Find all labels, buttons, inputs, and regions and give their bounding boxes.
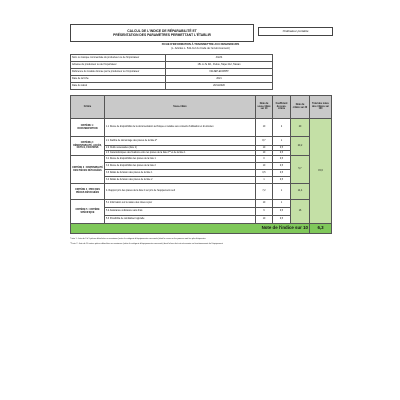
subcriterion-label: 3.2 Durée de disponibilité des pièces de la liste 2 [105, 163, 256, 170]
criterion-score: 16 [291, 200, 310, 224]
info-row [71, 62, 273, 69]
footer-row [71, 224, 332, 234]
header [70, 24, 331, 40]
info-label: Nom ou marque commerciale du producteur ou de l'importateur [71, 55, 166, 62]
subcriterion-note: 6 [256, 208, 273, 216]
table-row [71, 137, 332, 146]
criterion-score: 20 [291, 119, 310, 137]
subcriterion-label: 5.1 Information sur la nature des mises à jour [105, 200, 256, 208]
header-note-sous-critere: Note du sous-critère sur 10 [256, 96, 273, 119]
subcriterion-note: 10 [256, 200, 273, 208]
criterion-score: 20,2 [291, 137, 310, 156]
subcriterion-coef: 0,5 [273, 151, 291, 156]
subcriterion-note: 0,5 [256, 170, 273, 177]
criterion-score: 5,7 [291, 156, 310, 184]
info-label: Référence du modèle donnée par le producteur ou l'importateur [71, 69, 166, 76]
subcriterion-note: 8,7 [256, 137, 273, 146]
info-table [70, 54, 273, 90]
fiche-heading [70, 43, 331, 51]
subcriterion-label: 2.2 Outils nécessaires (liste 2) [105, 146, 256, 151]
subcriterion-note: 7,2 [256, 184, 273, 200]
page-title [70, 24, 254, 42]
subcriterion-note: 10 [256, 119, 273, 137]
subcriterion-coef: 0,5 [273, 156, 291, 163]
subcriterion-label: 3.3 Délais de livraison des pièces de la liste 1 [105, 170, 256, 177]
footnote-1: *Liste 1 : liste de 3 à 5 pièces détachées au maximum (entre la catégorie d'équipements concernée) dont la casse ou les pannes sont les plus fréquentes [70, 238, 206, 240]
header-total: Total des notes des critères sur 100 [310, 96, 332, 119]
subcriterion-label: 2.1 Facilité de démontage des pièces de la liste 2* [105, 137, 256, 146]
info-row [71, 76, 273, 83]
table-row [71, 200, 332, 208]
footer-label: Note de l'indice sur 10 [71, 224, 310, 234]
info-label: Date du calcul [71, 83, 166, 90]
subcriterion-label: 2.3 Caractéristiques des fixations entre les pièces de la liste 2** et de la liste 1 [105, 151, 256, 156]
subcriterion-label: 3.1 Durée de disponibilité des pièces de la liste 1 [105, 156, 256, 163]
criterion-name: CRITÈRE 2 : DÉMONTABILITÉ, ACCÈS, OUTILS, FIXATIONS [71, 137, 105, 156]
score-table [70, 95, 332, 234]
subcriterion-note: 1 [256, 177, 273, 184]
title-line-1: CALCUL DE L'INDICE DE RÉPARABILITÉ ET [127, 28, 197, 33]
header-coefficient: Coefficient du sous-critère [273, 96, 291, 119]
subcriterion-label: 5.2 Assistance à distance sans frais [105, 208, 256, 216]
subcriterion-coef: 0,5 [273, 208, 291, 216]
subcriterion-label: 3.4 Délais de livraison des pièces de la liste 2 [105, 177, 256, 184]
subcriterion-coef: 0,5 [273, 170, 291, 177]
subcriterion-label: 5.3 Possibilité de réinitialiser logicielle [105, 216, 256, 224]
subcriterion-coef: 0,5 [273, 163, 291, 170]
criterion-name: CRITÈRE 3 : DISPONIBILITÉ DES PIÈCES DÉTACHÉES [71, 156, 105, 184]
subcriterion-coef: 1 [273, 137, 291, 146]
info-value: 15L Li-Te Rd., Peitou, Taipei 112, Taiwan [166, 62, 273, 69]
footer-score: 6,3 [310, 224, 332, 234]
fiche-line-2: (L. Articles L. 541-9-2 du Code de l'environnement) [171, 46, 230, 50]
subcriterion-coef: 2 [273, 119, 291, 137]
info-row [71, 69, 273, 76]
header-sous-critere: Sous-critère [105, 96, 256, 119]
subcriterion-note: 10 [256, 163, 273, 170]
table-header-row [71, 96, 332, 119]
subcriterion-note: 0 [256, 156, 273, 163]
footnotes [70, 238, 331, 245]
table-row [71, 184, 332, 200]
info-row [71, 83, 273, 90]
category-box: Ordinateur portable [258, 27, 333, 36]
table-row [71, 156, 332, 163]
subcriterion-note: 10 [256, 146, 273, 151]
info-label: Adresse du producteur ou de l'importateur [71, 62, 166, 69]
info-value: 20/11/2020 [166, 83, 273, 90]
subcriterion-label: 1.1 Durée de disponibilité de la documentation technique et relative aux conseils d'utilisation et d'entretien [105, 119, 256, 137]
table-row [71, 119, 332, 137]
info-value: X413EP-EK0055T [166, 69, 273, 76]
total-score: 15,6 [310, 119, 332, 224]
info-value: 2021 [166, 76, 273, 83]
header-critere: Critère [71, 96, 105, 119]
subcriterion-coef: 0,5 [273, 177, 291, 184]
header-note-critere: Note du critère sur 20 [291, 96, 310, 119]
info-value: ASUS [166, 55, 273, 62]
subcriterion-coef: 0,5 [273, 146, 291, 151]
criterion-name: CRITÈRE 4 : PRIX DES PIÈCES DÉTACHÉES [71, 184, 105, 200]
footnote-2: **Liste 2 : liste de 10 autres pièces détachées au maximum (selon la catégorie d'équipements concernée) dont le bon état est nécessaire au fonctionnement de l'équipement [70, 242, 223, 245]
subcriterion-label: 4. Rapport prix des pièces de la liste 2 sur prix de l'équipement neuf [105, 184, 256, 200]
subcriterion-coef: 1 [273, 200, 291, 208]
criterion-name: CRITÈRE 5 : CRITÈRE SPÉCIFIQUE [71, 200, 105, 224]
subcriterion-note: 10 [256, 216, 273, 224]
title-line-2: PRÉSENTATION DES PARAMÈTRES PERMETTANT L'ÉTABLIR [113, 33, 211, 37]
info-row [71, 55, 273, 62]
info-label: Date de la fiche [71, 76, 166, 83]
subcriterion-note: 10 [256, 151, 273, 156]
subcriterion-coef: 0,5 [273, 216, 291, 224]
criterion-name: CRITÈRE 1 : DOCUMENTATION [71, 119, 105, 137]
criterion-score: 14,4 [291, 184, 310, 200]
fiche-line-1: FICHE D'INFORMATION À TRANSMETTRE AUX DEMANDEURS [161, 43, 240, 46]
subcriterion-coef: 1 [273, 184, 291, 200]
